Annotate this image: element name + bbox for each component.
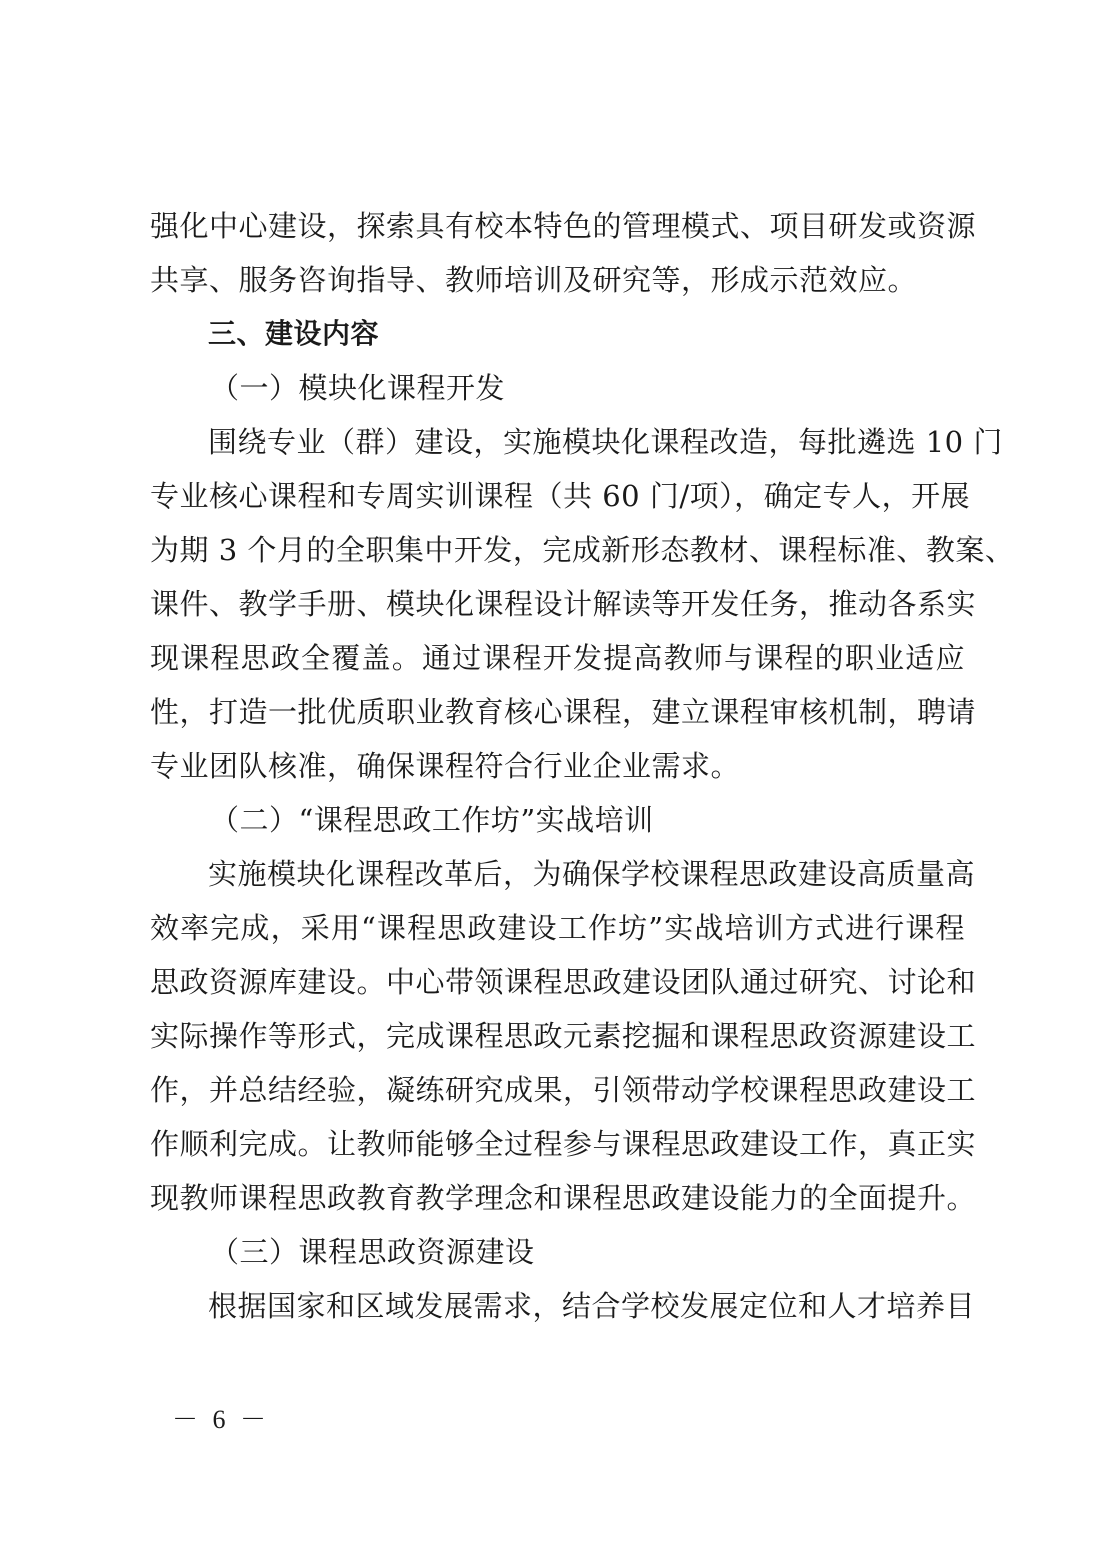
page-number: － 6 － xyxy=(172,1405,271,1434)
subsection-heading: （一）模块化课程开发 xyxy=(210,371,506,405)
body-line: 课件、教学手册、模块化课程设计解读等开发任务，推动各系实 xyxy=(150,587,977,621)
body-line: 现教师课程思政教育教学理念和课程思政建设能力的全面提升。 xyxy=(150,1181,977,1215)
body-line: 围绕专业（群）建设，实施模块化课程改造，每批遴选 10 门 xyxy=(208,425,1003,459)
section-heading: 三、建设内容 xyxy=(208,317,380,350)
body-line: 作，并总结经验，凝练研究成果，引领带动学校课程思政建设工 xyxy=(150,1073,977,1107)
body-line: 共享、服务咨询指导、教师培训及研究等，形成示范效应。 xyxy=(150,263,918,297)
body-line: 实施模块化课程改革后，为确保学校课程思政建设高质量高 xyxy=(208,857,976,891)
body-line: 强化中心建设，探索具有校本特色的管理模式、项目研发或资源 xyxy=(150,209,977,243)
body-line: 根据国家和区域发展需求，结合学校发展定位和人才培养目 xyxy=(208,1289,976,1323)
body-line: 效率完成，采用“课程思政建设工作坊”实战培训方式进行课程 xyxy=(150,911,965,945)
body-line: 实际操作等形式，完成课程思政元素挖掘和课程思政资源建设工 xyxy=(150,1019,977,1053)
subsection-heading: （二）“课程思政工作坊”实战培训 xyxy=(210,803,654,837)
body-line: 作顺利完成。让教师能够全过程参与课程思政建设工作，真正实 xyxy=(150,1127,977,1161)
body-line: 为期 3 个月的全职集中开发，完成新形态教材、课程标准、教案、 xyxy=(150,533,1015,567)
body-line: 专业团队核准，确保课程符合行业企业需求。 xyxy=(150,749,741,783)
body-line: 专业核心课程和专周实训课程（共 60 门/项），确定专人，开展 xyxy=(150,479,971,513)
body-line: 思政资源库建设。中心带领课程思政建设团队通过研究、讨论和 xyxy=(150,965,977,999)
body-line: 现课程思政全覆盖。通过课程开发提高教师与课程的职业适应 xyxy=(150,641,965,675)
body-line: 性，打造一批优质职业教育核心课程，建立课程审核机制，聘请 xyxy=(150,695,977,729)
subsection-heading: （三）课程思政资源建设 xyxy=(210,1235,535,1269)
